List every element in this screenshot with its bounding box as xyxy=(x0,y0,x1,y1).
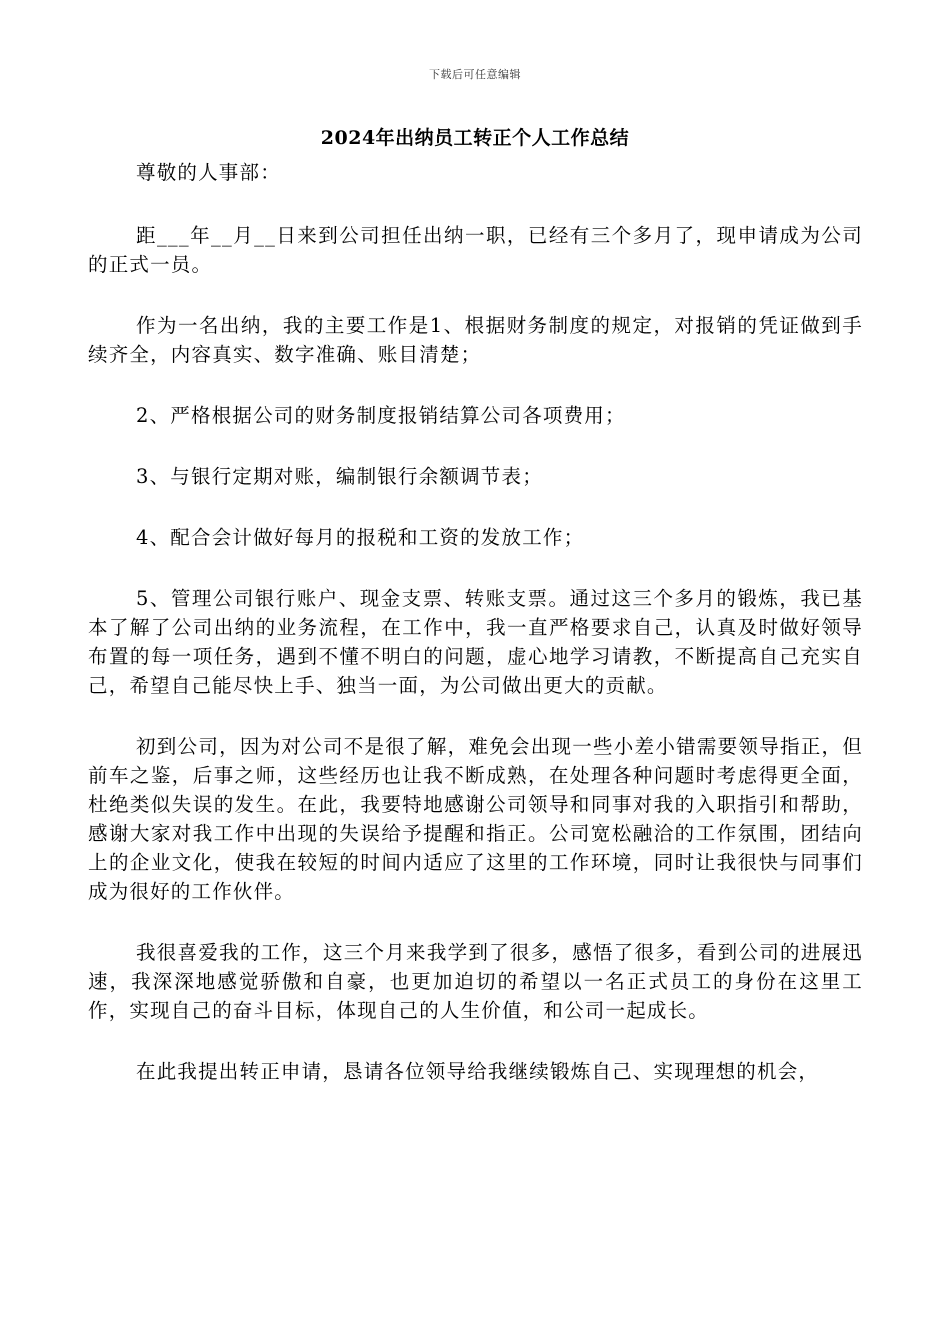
paragraph-2: 作为一名出纳，我的主要工作是1、根据财务制度的规定，对报销的凭证做到手续齐全，内容真实、数字准确、账目清楚； xyxy=(88,314,863,366)
paragraph-8: 我很喜爱我的工作，这三个月来我学到了很多，感悟了很多，看到公司的进展迅速，我深深地感觉骄傲和自豪，也更加迫切的希望以一名正式员工的身份在这里工作，实现自己的奋斗目标，体现自己的人生价值，和公司一起成长。 xyxy=(88,941,863,1022)
salutation: 尊敬的人事部： xyxy=(136,161,281,184)
page-title: 2024年出纳员工转正个人工作总结 xyxy=(320,127,630,149)
document-body xyxy=(88,158,863,1118)
header-note: 下载后可任意编辑 xyxy=(429,68,521,81)
paragraph-5: 4、配合会计做好每月的报税和工资的发放工作； xyxy=(136,526,585,549)
paragraph-6: 5、管理公司银行账户、现金支票、转账支票。通过这三个多月的锻炼，我已基本了解了公司出纳的业务流程，在工作中，我一直严格要求自己，认真及时做好领导布置的每一项任务，遇到不懂不明白的问题，虚心地学习请教，不断提高自己充实自己，希望自己能尽快上手、独当一面，为公司做出更大的贡献。 xyxy=(88,587,863,697)
paragraph-9: 在此我提出转正申请，恳请各位领导给我继续锻炼自己、实现理想的机会， xyxy=(136,1060,820,1083)
paragraph-7: 初到公司，因为对公司不是很了解，难免会出现一些小差小错需要领导指正，但前车之鉴，后事之师，这些经历也让我不断成熟，在处理各种问题时考虑得更全面，杜绝类似失误的发生。在此，我要特地感谢公司领导和同事对我的入职指引和帮助，感谢大家对我工作中出现的失误给予提醒和指正。公司宽松融洽的工作氛围，团结向上的企业文化，使我在较短的时间内适应了这里的工作环境，同时让我很快与同事们成为很好的工作伙伴。 xyxy=(88,735,863,903)
paragraph-3: 2、严格根据公司的财务制度报销结算公司各项费用； xyxy=(136,404,626,427)
paragraph-4: 3、与银行定期对账，编制银行余额调节表； xyxy=(136,465,543,488)
paragraph-1: 距___年__月__日来到公司担任出纳一职，已经有三个多月了，现申请成为公司的正式一员。 xyxy=(88,224,863,276)
